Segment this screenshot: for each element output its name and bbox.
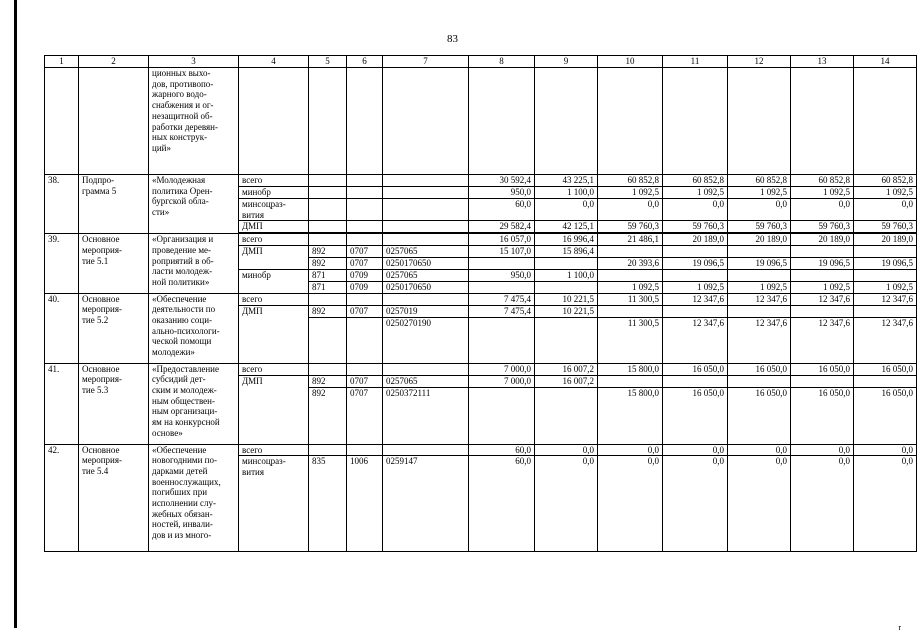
funding-source: ДМП: [239, 305, 309, 363]
funding-source: всего: [239, 363, 309, 375]
header-cell: 1: [45, 56, 79, 68]
code-cell: 892: [309, 257, 347, 269]
code-cell: 0259147: [383, 456, 469, 552]
value-cell: 16 050,0: [728, 363, 791, 375]
value-cell: 59 760,3: [598, 221, 663, 233]
row-number: 38.: [45, 175, 79, 234]
value-cell: 16 050,0: [663, 363, 728, 375]
funding-source: минобр: [239, 269, 309, 293]
page-number: 83: [447, 33, 458, 45]
row-number: 40.: [45, 293, 79, 363]
code-cell: 892: [309, 245, 347, 257]
header-cell: 4: [239, 56, 309, 68]
header-cell: 12: [728, 56, 791, 68]
code-cell: 0257065: [383, 269, 469, 281]
value-cell: 0,0: [854, 199, 917, 221]
value-cell: 7 475,4: [469, 305, 535, 317]
value-cell: 16 050,0: [854, 387, 917, 444]
value-cell: 59 760,3: [791, 221, 854, 233]
value-cell: 7 000,0: [469, 375, 535, 387]
value-cell: 1 092,5: [663, 281, 728, 293]
value-cell: 60,0: [469, 199, 535, 221]
code-cell: 0250270190: [383, 317, 469, 363]
value-cell: 16 996,4: [535, 234, 598, 246]
value-cell: 59 760,3: [854, 221, 917, 233]
measure-description: ционных выхо- дов, противопо- жарного водо- снабжения и ог- незащитной об- работки деревян- ных конструк- ций»: [149, 68, 239, 175]
program-name: Основное мероприя- тие 5.4: [79, 444, 149, 552]
value-cell: 950,0: [469, 269, 535, 281]
funding-source: всего: [239, 444, 309, 456]
value-cell: 12 347,6: [728, 317, 791, 363]
value-cell: 10 221,5: [535, 305, 598, 317]
header-row: [45, 56, 917, 68]
code-cell: 0257065: [383, 375, 469, 387]
measure-description: «Молодежная политика Орен- бургской обла- сти»: [149, 175, 239, 234]
value-cell: 12 347,6: [663, 293, 728, 305]
code-cell: 0707: [347, 305, 383, 317]
value-cell: 1 092,5: [854, 281, 917, 293]
header-cell: 11: [663, 56, 728, 68]
value-cell: 16 050,0: [663, 387, 728, 444]
funding-source: минсоцраз- вития: [239, 199, 309, 221]
value-cell: 60 852,8: [791, 175, 854, 187]
header-cell: 2: [79, 56, 149, 68]
code-cell: 0707: [347, 257, 383, 269]
value-cell: 1 092,5: [791, 187, 854, 199]
value-cell: 10 221,5: [535, 293, 598, 305]
value-cell: 0,0: [728, 199, 791, 221]
funding-source: ДМП: [239, 375, 309, 444]
value-cell: 1 100,0: [535, 187, 598, 199]
value-cell: 16 057,0: [469, 234, 535, 246]
table-row: [45, 175, 917, 187]
value-cell: 12 347,6: [791, 293, 854, 305]
header-cell: 5: [309, 56, 347, 68]
value-cell: 16 007,2: [535, 363, 598, 375]
measure-description: «Предоставление субсидий дет- ским и молодеж- ным обществен- ным организаци- ям на конкурсной основе»: [149, 363, 239, 444]
row-number: 42.: [45, 444, 79, 552]
table-row: [45, 363, 917, 375]
program-name: Основное мероприя- тие 5.1: [79, 234, 149, 293]
funding-source: ДМП: [239, 245, 309, 269]
value-cell: 60,0: [469, 444, 535, 456]
value-cell: 12 347,6: [854, 293, 917, 305]
value-cell: 20 189,0: [791, 234, 854, 246]
code-cell: 871: [309, 269, 347, 281]
value-cell: 1 092,5: [854, 187, 917, 199]
value-cell: 43 225,1: [535, 175, 598, 187]
header-cell: 3: [149, 56, 239, 68]
value-cell: 0,0: [598, 444, 663, 456]
value-cell: 1 092,5: [598, 281, 663, 293]
program-name: Основное мероприя- тие 5.3: [79, 363, 149, 444]
value-cell: 60 852,8: [598, 175, 663, 187]
code-cell: 871: [309, 281, 347, 293]
value-cell: 7 475,4: [469, 293, 535, 305]
value-cell: 20 189,0: [728, 234, 791, 246]
value-cell: 950,0: [469, 187, 535, 199]
program-name: Подпро- грамма 5: [79, 175, 149, 234]
row-number: 39.: [45, 234, 79, 293]
code-cell: 0250372111: [383, 387, 469, 444]
value-cell: 16 050,0: [854, 363, 917, 375]
header-cell: 10: [598, 56, 663, 68]
value-cell: 1 092,5: [791, 281, 854, 293]
value-cell: 0,0: [728, 456, 791, 552]
value-cell: 19 096,5: [728, 257, 791, 269]
code-cell: 892: [309, 387, 347, 444]
row-number: 41.: [45, 363, 79, 444]
funding-source: всего: [239, 175, 309, 187]
value-cell: 0,0: [663, 444, 728, 456]
code-cell: 0707: [347, 387, 383, 444]
table-row: [45, 68, 917, 175]
value-cell: 0,0: [663, 199, 728, 221]
value-cell: 7 000,0: [469, 363, 535, 375]
value-cell: 12 347,6: [728, 293, 791, 305]
value-cell: 16 050,0: [728, 387, 791, 444]
code-cell: 0250170650: [383, 281, 469, 293]
value-cell: 19 096,5: [791, 257, 854, 269]
code-cell: 835: [309, 456, 347, 552]
value-cell: 20 393,6: [598, 257, 663, 269]
value-cell: 15 800,0: [598, 387, 663, 444]
value-cell: 12 347,6: [663, 317, 728, 363]
value-cell: 29 582,4: [469, 221, 535, 233]
header-cell: 9: [535, 56, 598, 68]
code-cell: 0709: [347, 269, 383, 281]
code-cell: 892: [309, 375, 347, 387]
budget-table: [44, 55, 917, 552]
value-cell: 0,0: [791, 444, 854, 456]
value-cell: 16 050,0: [791, 387, 854, 444]
value-cell: 59 760,3: [663, 221, 728, 233]
table-row: [45, 293, 917, 305]
value-cell: 0,0: [728, 444, 791, 456]
value-cell: 1 092,5: [728, 281, 791, 293]
value-cell: 0,0: [854, 444, 917, 456]
value-cell: 60 852,8: [728, 175, 791, 187]
value-cell: 0,0: [535, 199, 598, 221]
value-cell: 42 125,1: [535, 221, 598, 233]
code-cell: 1006: [347, 456, 383, 552]
value-cell: 1 100,0: [535, 269, 598, 281]
header-cell: 13: [791, 56, 854, 68]
value-cell: 0,0: [791, 456, 854, 552]
corner-mark: r: [898, 623, 901, 632]
code-cell: 0709: [347, 281, 383, 293]
value-cell: 12 347,6: [854, 317, 917, 363]
code-cell: 0707: [347, 375, 383, 387]
value-cell: 0,0: [535, 444, 598, 456]
value-cell: 30 592,4: [469, 175, 535, 187]
value-cell: 15 107,0: [469, 245, 535, 257]
value-cell: 0,0: [663, 456, 728, 552]
value-cell: 16 050,0: [791, 363, 854, 375]
funding-source: минсоцраз- вития: [239, 456, 309, 552]
funding-source: всего: [239, 293, 309, 305]
value-cell: 20 189,0: [663, 234, 728, 246]
code-cell: 0707: [347, 245, 383, 257]
value-cell: 60 852,8: [663, 175, 728, 187]
code-cell: 892: [309, 305, 347, 317]
value-cell: 60 852,8: [854, 175, 917, 187]
value-cell: 11 300,5: [598, 293, 663, 305]
table-row: [45, 234, 917, 246]
value-cell: 15 896,4: [535, 245, 598, 257]
binding-line: [14, 0, 17, 628]
code-cell: 0257065: [383, 245, 469, 257]
value-cell: 19 096,5: [854, 257, 917, 269]
value-cell: 0,0: [535, 456, 598, 552]
value-cell: 59 760,3: [728, 221, 791, 233]
value-cell: 0,0: [598, 199, 663, 221]
header-cell: 7: [383, 56, 469, 68]
value-cell: 0,0: [791, 199, 854, 221]
header-cell: 8: [469, 56, 535, 68]
header-cell: 6: [347, 56, 383, 68]
funding-source: ДМП: [239, 221, 309, 233]
funding-source: минобр: [239, 187, 309, 199]
code-cell: 0250170650: [383, 257, 469, 269]
code-cell: 0257019: [383, 305, 469, 317]
value-cell: 0,0: [598, 456, 663, 552]
value-cell: 15 800,0: [598, 363, 663, 375]
value-cell: 1 092,5: [663, 187, 728, 199]
value-cell: 21 486,1: [598, 234, 663, 246]
value-cell: 0,0: [854, 456, 917, 552]
value-cell: 11 300,5: [598, 317, 663, 363]
value-cell: 16 007,2: [535, 375, 598, 387]
value-cell: 12 347,6: [791, 317, 854, 363]
value-cell: 20 189,0: [854, 234, 917, 246]
measure-description: «Обеспечение новогодними по- дарками детей военнослужащих, погибших при исполнении слу- жебных обязан- ностей, инвали- дов и из много-: [149, 444, 239, 552]
value-cell: 60,0: [469, 456, 535, 552]
table-row: [45, 444, 917, 456]
funding-source: всего: [239, 234, 309, 246]
program-name: Основное мероприя- тие 5.2: [79, 293, 149, 363]
measure-description: «Организация и проведение ме- роприятий в об- ласти молодеж- ной политики»: [149, 234, 239, 293]
value-cell: 1 092,5: [598, 187, 663, 199]
value-cell: 19 096,5: [663, 257, 728, 269]
value-cell: 1 092,5: [728, 187, 791, 199]
header-cell: 14: [854, 56, 917, 68]
measure-description: «Обеспечение деятельности по оказанию соци- ально-психологи- ческой помощи молодежи»: [149, 293, 239, 363]
